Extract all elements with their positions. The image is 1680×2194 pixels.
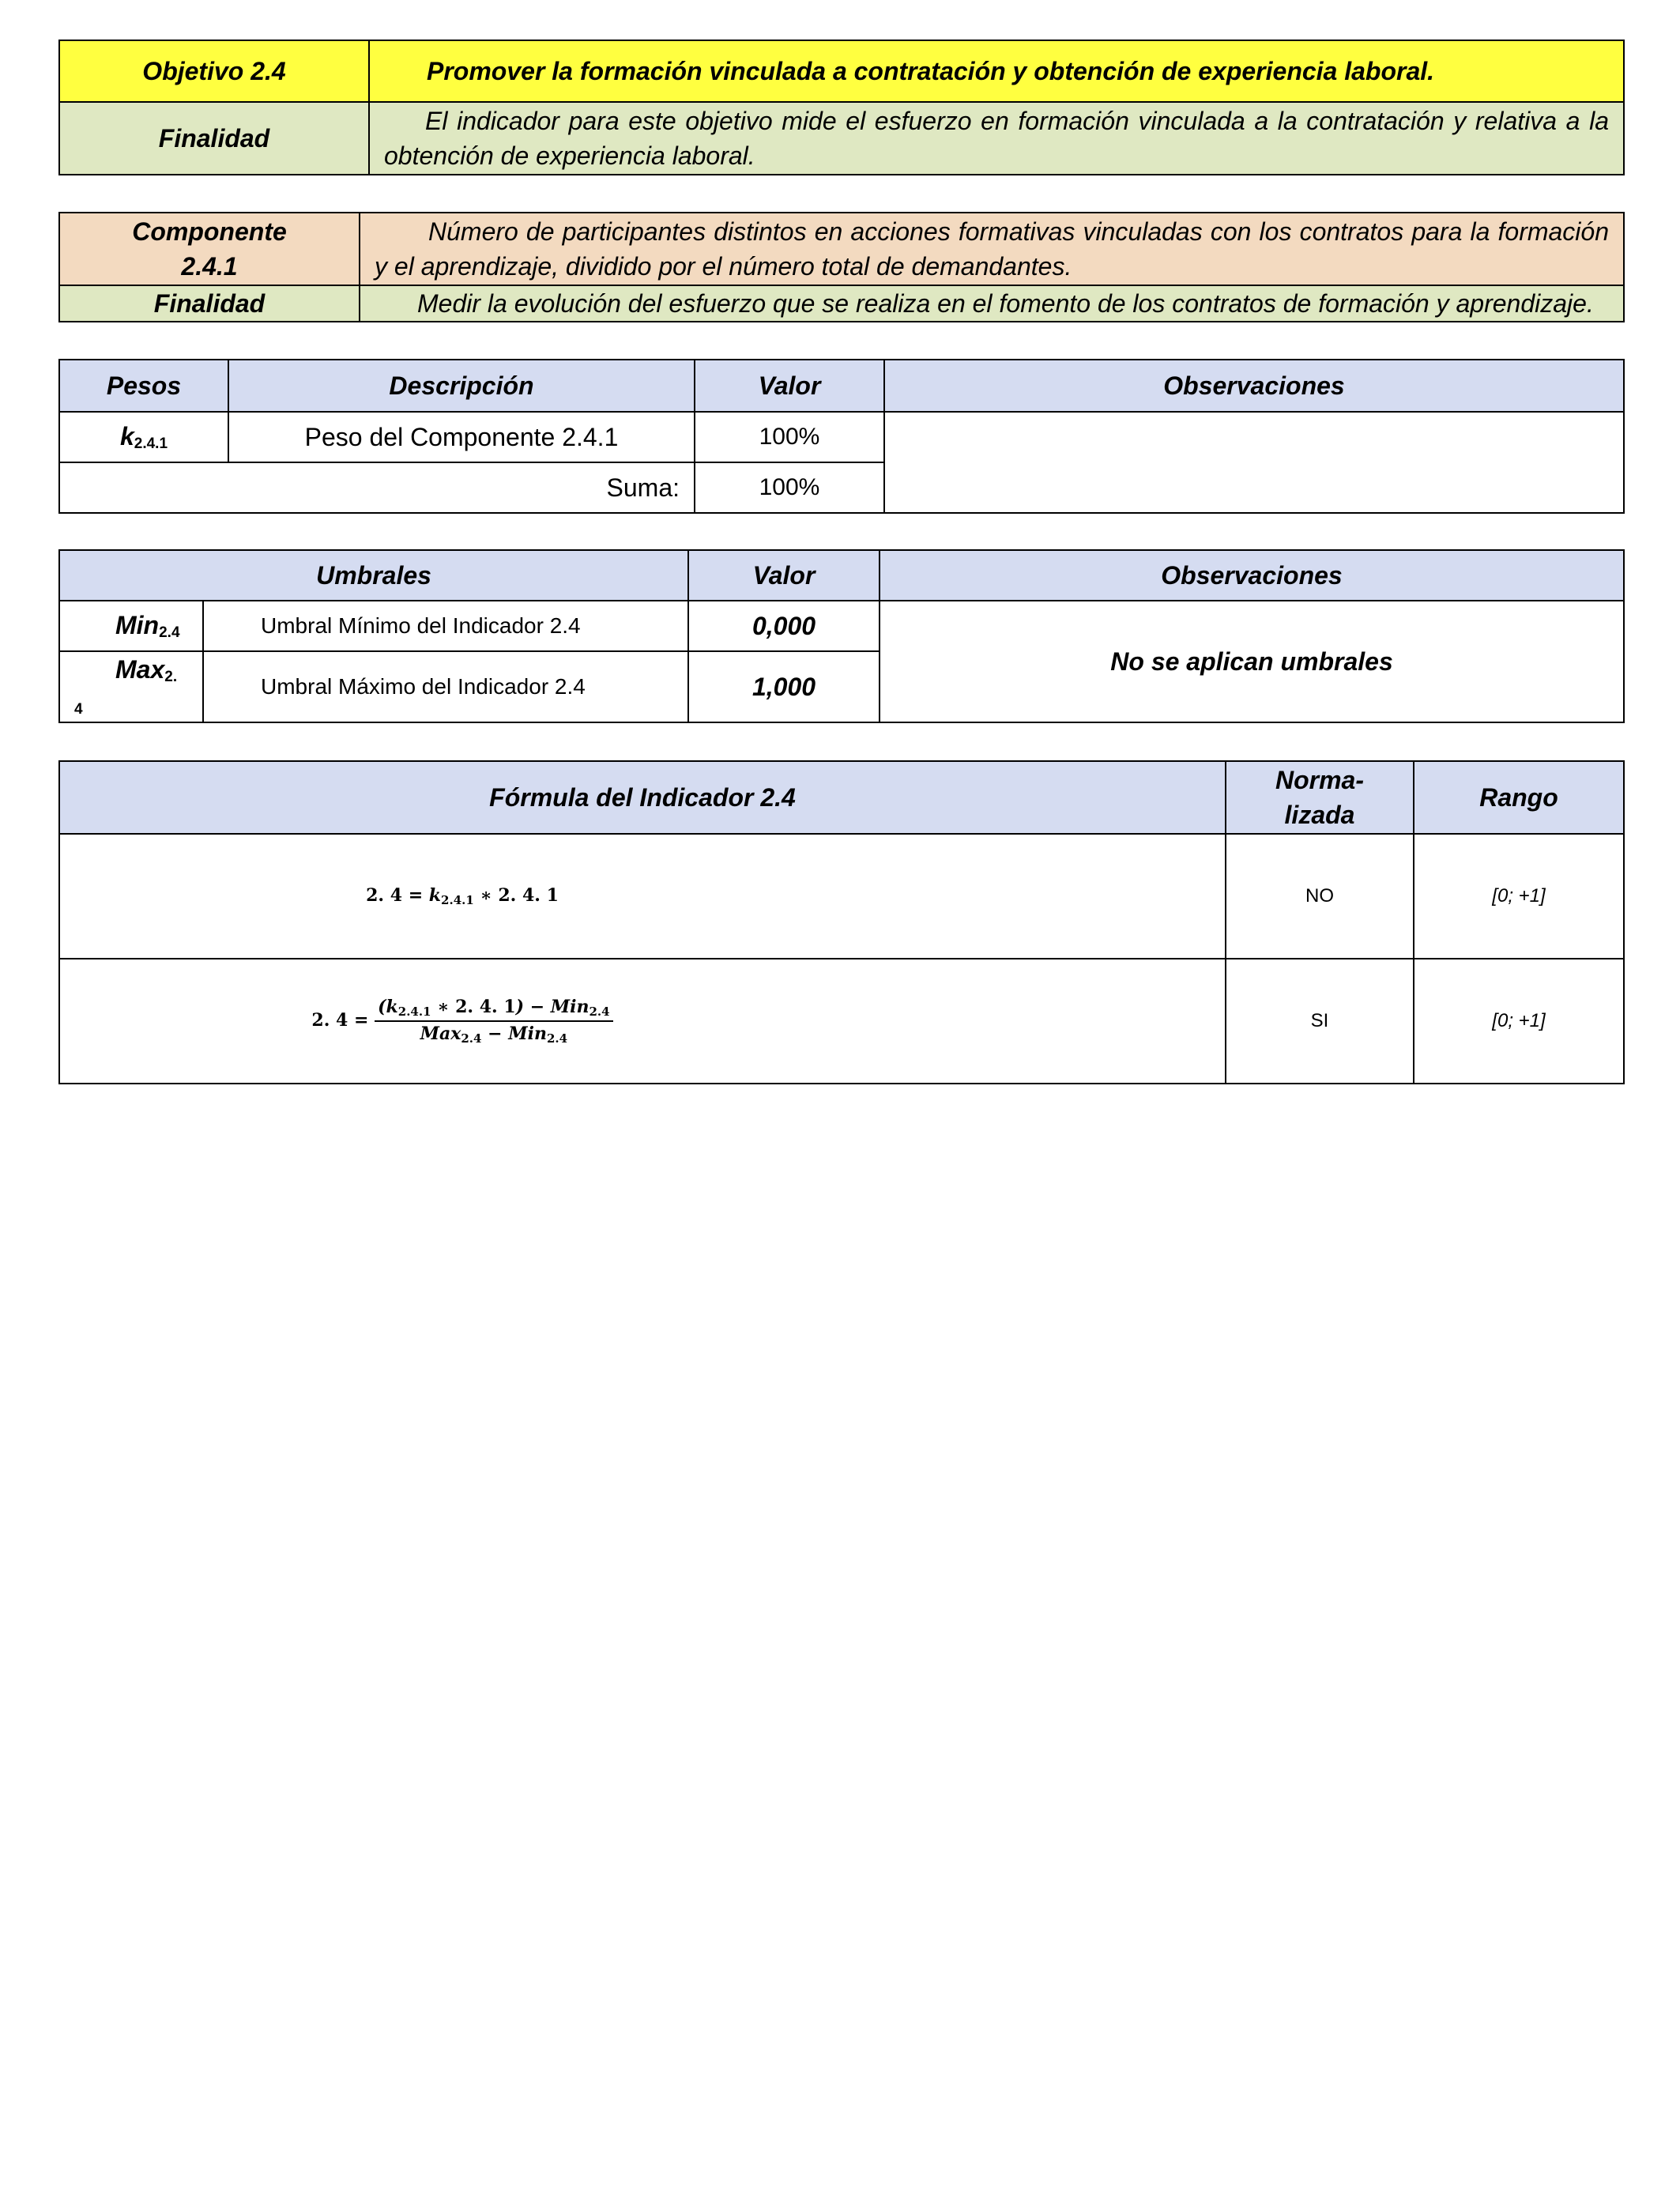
weight-symbol	[59, 412, 228, 462]
objective-purpose-text: El indicador para este objetivo mide el esfuerzo en formación vinculada a la contratación y relativa a la obtención de experiencia laboral.	[369, 102, 1624, 175]
objective-table	[58, 40, 1625, 175]
formula-row2-normalized: SI	[1226, 959, 1414, 1084]
objective-label: Objetivo 2.4	[59, 40, 369, 102]
formula-header-range: Rango	[1414, 761, 1624, 834]
formula-header-normalized	[1226, 761, 1414, 834]
component-label-line1: Componente	[132, 217, 287, 246]
weight-symbol-letter: k	[119, 421, 134, 450]
objective-purpose-label: Finalidad	[59, 102, 369, 175]
objective-title: Promover la formación vinculada a contratación y obtención de experiencia laboral.	[369, 40, 1624, 102]
weights-header-weights: Pesos	[59, 360, 228, 412]
component-purpose-label: Finalidad	[59, 285, 360, 322]
thresholds-observation: No se aplican umbrales	[880, 601, 1624, 722]
weight-value: 100%	[695, 412, 884, 462]
component-purpose-text: Medir la evolución del esfuerzo que se realiza en el fomento de los contratos de formación y aprendizaje.	[360, 285, 1624, 322]
formula-expression-raw: 2. $4 = k_{2.4.1}$ ∗ 2. 4. 1	[59, 834, 1226, 959]
component-label	[59, 213, 360, 285]
threshold-max-value: 1,000	[688, 651, 880, 722]
threshold-max-letter: Max	[115, 655, 165, 684]
formula-header-normalized-line1: Norma-	[1275, 766, 1364, 794]
threshold-max-subscript: 2.	[164, 669, 178, 685]
threshold-max-description: Umbral Máximo del Indicador 2.4	[203, 651, 688, 722]
component-label-line2: 2.4.1	[181, 252, 238, 281]
threshold-max-subscript-wrap: 4	[74, 701, 83, 718]
thresholds-header-thresholds: Umbrales	[59, 550, 688, 601]
weights-sum-label: Suma:	[59, 462, 695, 513]
formula-header-normalized-line2: lizada	[1284, 801, 1355, 829]
component-table	[58, 212, 1625, 322]
formula-expression-normalized: 2. 4 = $\frac{(k_{2.4.1} ∗ 2. 4. 1) - Min_{2.4}}{Max_{2.4} - Min_{2.4}}$	[59, 959, 1226, 1084]
formula-row2-range: [0; +1]	[1414, 959, 1624, 1084]
threshold-min-letter: Min	[115, 610, 160, 639]
formula-table	[58, 760, 1625, 1084]
threshold-min-description: Umbral Mínimo del Indicador 2.4	[203, 601, 688, 651]
thresholds-table	[58, 549, 1625, 723]
component-description: Número de participantes distintos en acciones formativas vinculadas con los contratos para la formación y el aprendizaje, dividido por el número total de demandantes.	[360, 213, 1624, 285]
weight-description: Peso del Componente 2.4.1	[228, 412, 695, 462]
weights-observations-cell	[884, 412, 1624, 513]
formula-row1-normalized: NO	[1226, 834, 1414, 959]
weights-sum-value: 100%	[695, 462, 884, 513]
formula-row1-range: [0; +1]	[1414, 834, 1624, 959]
weight-symbol-subscript: 2.4.1	[134, 435, 168, 452]
threshold-min-symbol	[59, 601, 203, 651]
weights-header-value: Valor	[695, 360, 884, 412]
threshold-min-subscript: 2.4	[159, 624, 180, 641]
weights-table	[58, 359, 1625, 514]
thresholds-header-observations: Observaciones	[880, 550, 1624, 601]
thresholds-header-value: Valor	[688, 550, 880, 601]
formula-header-formula: Fórmula del Indicador 2.4	[59, 761, 1226, 834]
threshold-max-symbol	[59, 651, 203, 722]
weights-header-description: Descripción	[228, 360, 695, 412]
weights-header-observations: Observaciones	[884, 360, 1624, 412]
threshold-min-value: 0,000	[688, 601, 880, 651]
